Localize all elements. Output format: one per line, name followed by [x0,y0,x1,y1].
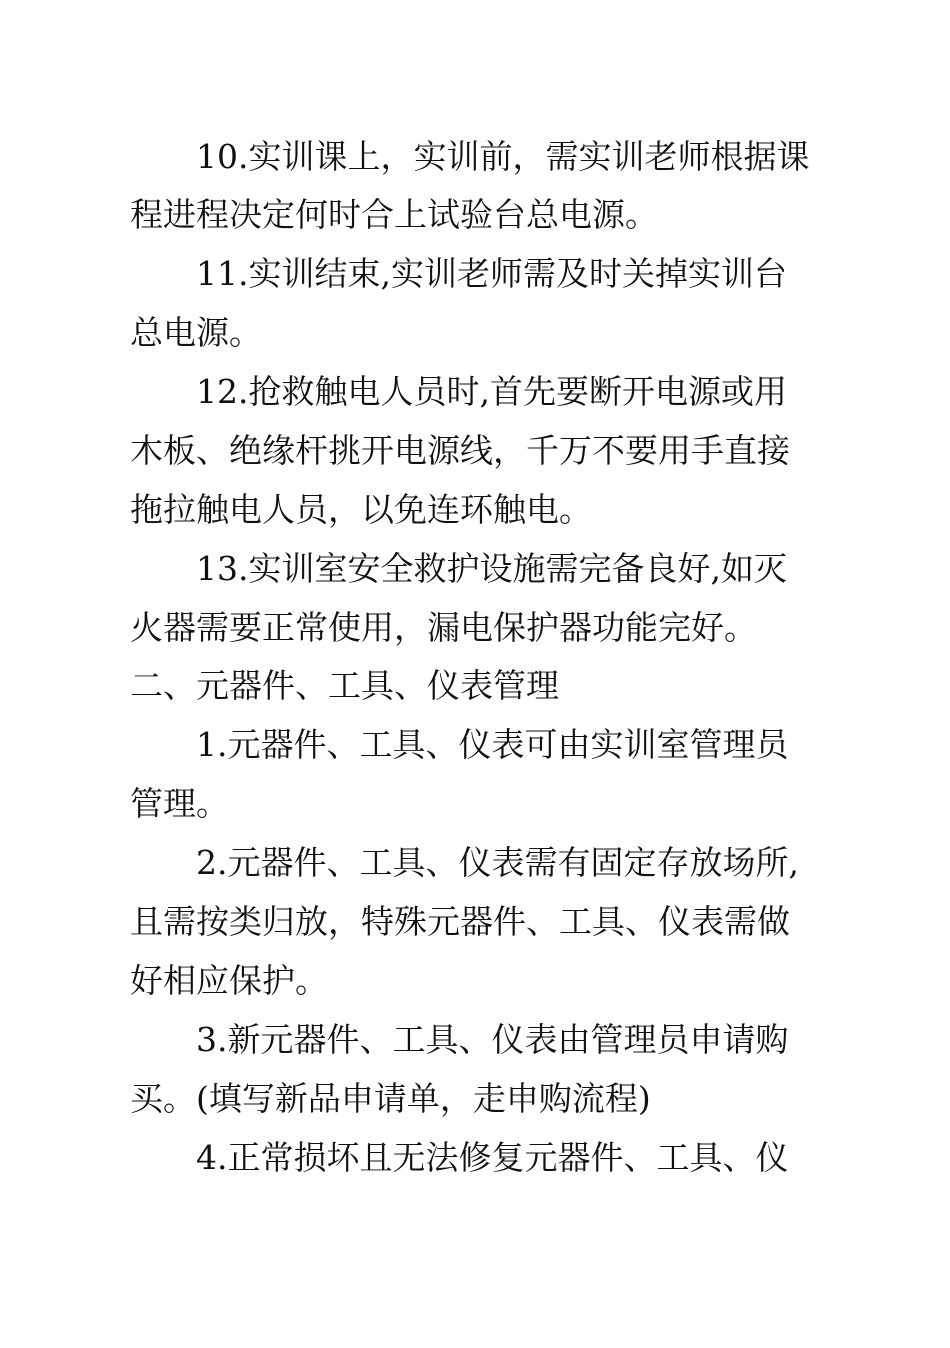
section-heading: 二、元器件、工具、仪表管理 [130,666,559,705]
item-13-line-1: 13.实训室安全救护设施需完备良好,如灭 [196,549,787,588]
item-13-line-2: 火器需要正常使用，漏电保护器功能完好。 [130,608,757,647]
item-11-line-1: 11.实训结束,实训老师需及时关掉实训台 [196,254,787,293]
item-2-line-1: 2.元器件、工具、仪表需有固定存放场所, [196,843,799,882]
item-1-line-1: 1.元器件、工具、仪表可由实训室管理员 [196,725,789,764]
item-10-line-1: 10.实训课上，实训前，需实训老师根据课 [196,137,810,176]
item-3-line-2: 买。(填写新品申请单，走申购流程) [130,1079,651,1118]
item-2-line-2: 且需按类归放，特殊元器件、工具、仪表需做 [130,902,790,941]
item-2-line-3: 好相应保护。 [130,961,328,1000]
item-4-line-1: 4.正常损坏且无法修复元器件、工具、仪 [196,1138,789,1177]
item-12-line-3: 拖拉触电人员，以免连环触电。 [130,490,592,529]
item-1-line-2: 管理。 [130,784,229,823]
item-12-line-1: 12.抢救触电人员时,首先要断开电源或用 [196,372,787,411]
item-11-line-2: 总电源。 [130,313,262,352]
item-12-line-2: 木板、绝缘杆挑开电源线，千万不要用手直接 [130,431,790,470]
item-10-line-2: 程进程决定何时合上试验台总电源。 [130,195,658,234]
item-3-line-1: 3.新元器件、工具、仪表由管理员申请购 [196,1020,789,1059]
